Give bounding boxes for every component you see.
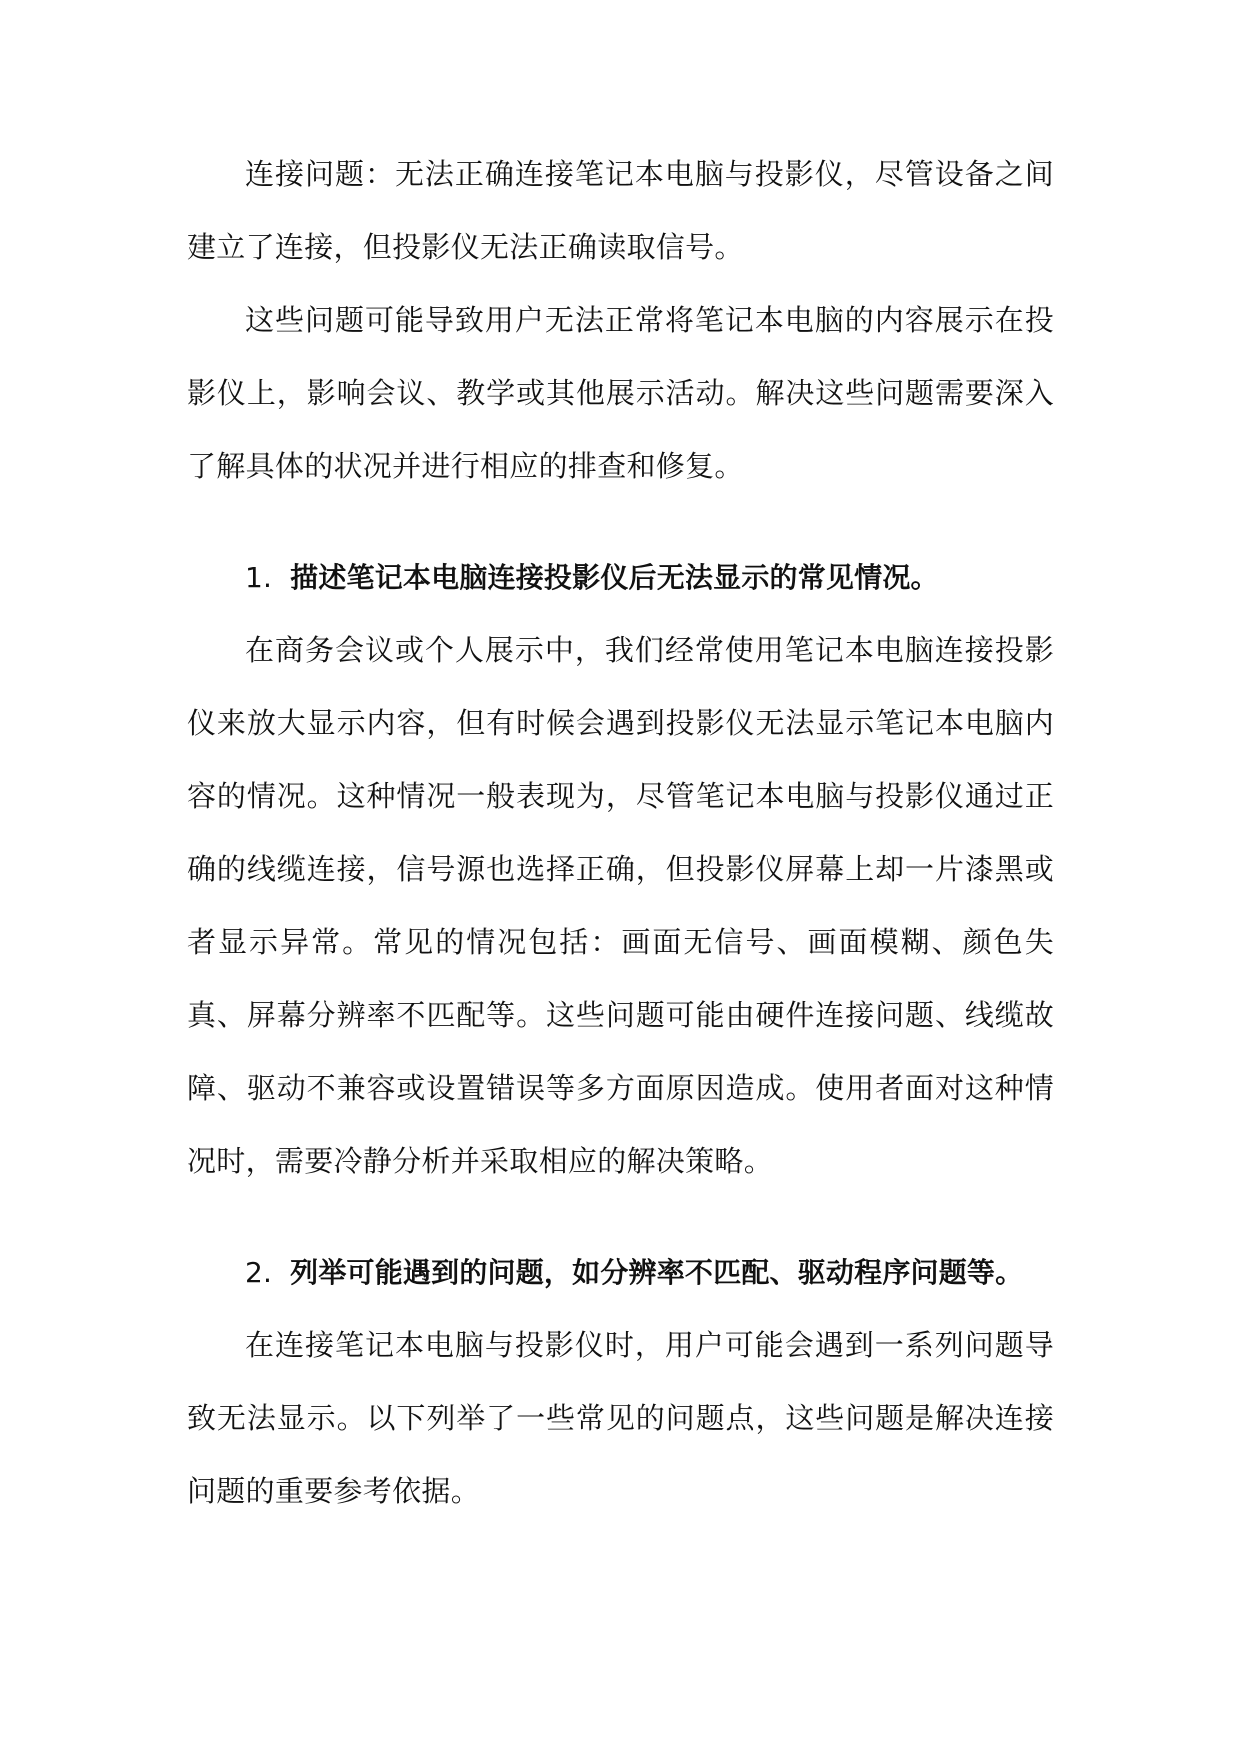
paragraph-problem-list-intro: 在连接笔记本电脑与投影仪时，用户可能会遇到一系列问题导致无法显示。以下列举了一些常见的问题点，这些问题是解决连接问题的重要参考依据。 [187, 1328, 1054, 1508]
paragraph-connection-issue: 连接问题：无法正确连接笔记本电脑与投影仪，尽管设备之间建立了连接，但投影仪无法正确读取信号。 [187, 157, 1054, 264]
section-title-1: 描述笔记本电脑连接投影仪后无法显示的常见情况。 [290, 561, 939, 594]
document-body [187, 138, 1054, 1528]
section-heading-2 [187, 1236, 1054, 1309]
paragraph-impact: 这些问题可能导致用户无法正常将笔记本电脑的内容展示在投影仪上，影响会议、教学或其他展示活动。解决这些问题需要深入了解具体的状况并进行相应的排查和修复。 [187, 303, 1054, 483]
section-number-1: 1. [245, 561, 273, 594]
section-heading-1 [187, 541, 1054, 614]
section-number-2: 2. [245, 1256, 273, 1289]
paragraph-common-situations: 在商务会议或个人展示中，我们经常使用笔记本电脑连接投影仪来放大显示内容，但有时候会遇到投影仪无法显示笔记本电脑内容的情况。这种情况一般表现为，尽管笔记本电脑与投影仪通过正确的线缆连接，信号源也选择正确，但投影仪屏幕上却一片漆黑或者显示异常。常见的情况包括：画面无信号、画面模糊、颜色失真、屏幕分辨率不匹配等。这些问题可能由硬件连接问题、线缆故障、驱动不兼容或设置错误等多方面原因造成。使用者面对这种情况时，需要冷静分析并采取相应的解决策略。 [187, 633, 1054, 1178]
section-title-2: 列举可能遇到的问题，如分辨率不匹配、驱动程序问题等。 [290, 1256, 1024, 1289]
